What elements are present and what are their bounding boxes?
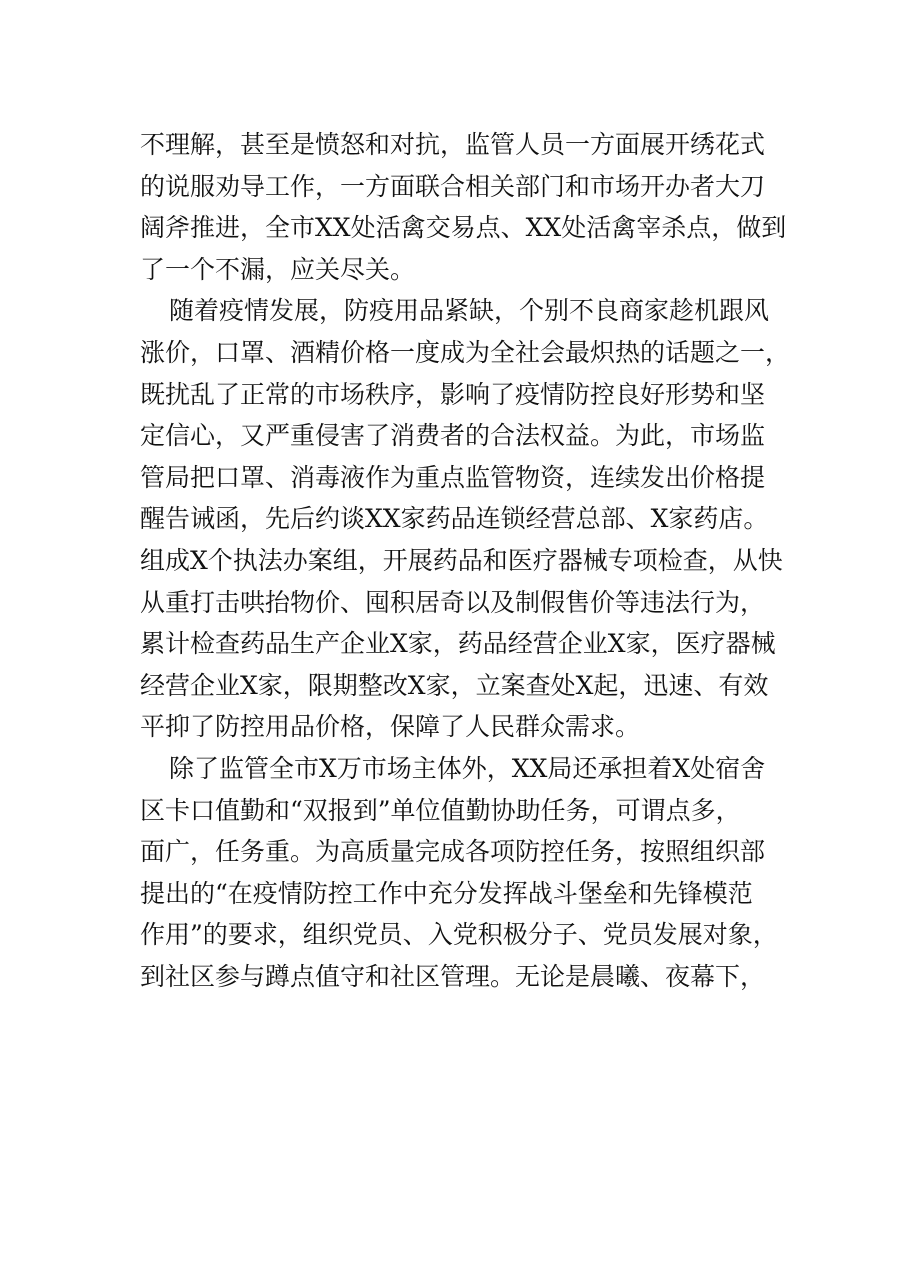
paragraph-line: 到社区参与蹲点值守和社区管理。无论是晨曦、夜幕下， (140, 961, 766, 991)
paragraph-2 (140, 290, 791, 748)
paragraph-line: 了一个不漏，应关尽关。 (140, 254, 416, 284)
paragraph-line: 从重打击哄抬物价、囤积居奇以及制假售价等违法行为， (140, 587, 766, 617)
document-body (140, 124, 791, 997)
paragraph-line: 既扰乱了正常的市场秩序，影响了疫情防控良好形势和坚 (140, 379, 766, 409)
paragraph-1 (140, 124, 787, 290)
paragraph-line: 阔斧推进，全市XX处活禽交易点、XX处活禽宰杀点，做到 (140, 213, 787, 243)
paragraph-line: 定信心，又严重侵害了消费者的合法权益。为此，市场监 (140, 421, 766, 451)
paragraph-line: 涨价，口罩、酒精价格一度成为全社会最炽热的话题之一， (140, 337, 791, 367)
paragraph-line: 除了监管全市X万市场主体外，XX局还承担着X处宿舍 (169, 753, 766, 783)
paragraph-line: 累计检查药品生产企业X家，药品经营企业X家，医疗器械 (140, 629, 776, 659)
paragraph-3 (140, 748, 780, 998)
paragraph-line: 醒告诫函，先后约谈XX家药品连锁经营总部、X家药店。 (140, 504, 769, 534)
paragraph-line: 提出的“在疫情防控工作中充分发挥战斗堡垒和先锋模范 (140, 878, 753, 908)
paragraph-line: 随着疫情发展，防疫用品紧缺，个别不良商家趁机跟风 (169, 296, 770, 326)
paragraph-line: 的说服劝导工作，一方面联合相关部门和市场开办者大刀 (140, 171, 766, 201)
paragraph-line: 面广，任务重。为高质量完成各项防控任务，按照组织部 (140, 837, 766, 867)
paragraph-line: 经营企业X家，限期整改X家，立案查处X起，迅速、有效 (140, 670, 769, 700)
paragraph-line: 作用”的要求，组织党员、入党积极分子、党员发展对象， (140, 920, 778, 950)
paragraph-line: 管局把口罩、消毒液作为重点监管物资，连续发出价格提 (140, 462, 766, 492)
paragraph-line: 平抑了防控用品价格，保障了人民群众需求。 (140, 712, 641, 742)
paragraph-line: 区卡口值勤和“双报到”单位值勤协助任务，可谓点多， (140, 795, 741, 825)
paragraph-line: 不理解，甚至是愤怒和对抗，监管人员一方面展开绣花式 (140, 130, 766, 159)
paragraph-line: 组成X个执法办案组，开展药品和医疗器械专项检查，从快 (140, 545, 783, 575)
